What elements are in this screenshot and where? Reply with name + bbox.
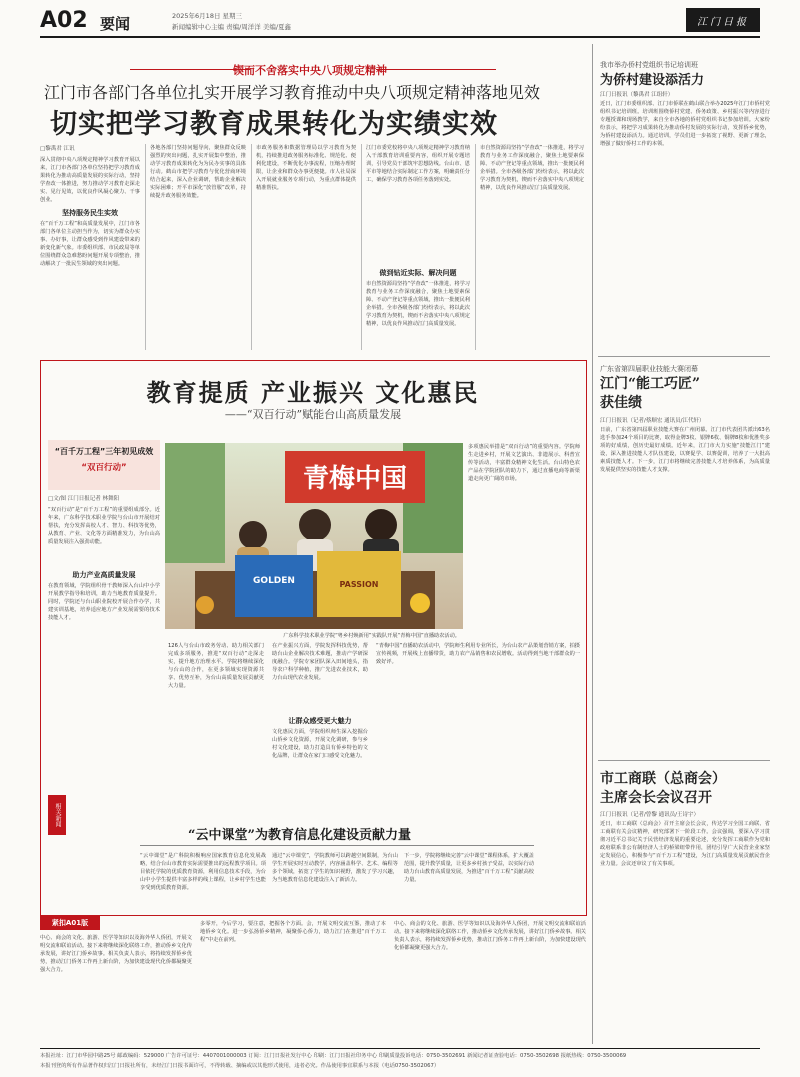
bottom-col1: 中心、商会的文化、旅游、医学等知识以及海外华人侨团，开展文明交流和联谊活动。接下来将继续深化联络工作，推动侨乡文化传承发展，讲好江门侨乡故事。相关负责人表示，将持续发挥侨乡优势，推动江门侨务工作再上新台阶，为加快建设现代化侨都凝聚更强大合力。 (40, 935, 192, 973)
feature-tag-line1: “百千万工程”三年初见成效 (54, 447, 154, 456)
right-article1-kicker: 我市举办侨村党组织书记培训班 (600, 61, 698, 69)
feature-subhead-b: 让群众感受更大魅力 (288, 717, 352, 725)
product-box-label-2: PASSION (339, 580, 379, 589)
feature-col-c2: 文化惠民方面，学院组织师生深入挖掘台山侨乡文化资源，开展文化调研，参与乡村文化建设，助力打造具有侨乡特色的文化品牌，让群众在家门口感受文化魅力。 (272, 729, 368, 759)
lead-byline: □黎禹君 江讯 (40, 146, 75, 152)
editor-credits: 新闻编辑中心主编 责编/周洋洋 美编/夏鑫 (172, 23, 292, 31)
feature-photo (165, 443, 463, 629)
section-title: 要闻 (100, 15, 131, 33)
lead-col2-text: 各地各部门坚持问题导向，聚焦群众反映强烈的突出问题，扎实开展集中整治，推动学习教育成果转化为为民办实事的具体行动。鹤山市把学习教育与优化营商环境结合起来，深入企业调研，帮助企业解决实际困难；开平市深化“放管服”改革，持续提升政务服务效能。 (150, 145, 246, 199)
feature-subtitle: ——“双百行动”赋能台山高质量发展 (224, 408, 402, 421)
newspaper-logo: 江门日报 (686, 8, 760, 32)
lead-col1-text: 深入贯彻中央八项规定精神学习教育开展以来，江门市各部门各单位坚持把学习教育成果转化为推动高质量发展的实际行动，坚持学查改一体推进，努力推动学习教育走深走实、见行见效，以优良作风凝心聚力、干事创业。 (40, 157, 140, 203)
continued-section-label: 紧扣A01版 (40, 916, 100, 930)
feature-col-b2: “青梅中国”直播助农活动中，学院师生利用专业所长，为台山农产品策划营销方案，拍摄宣传视频，开展线上直播带货，助力农产品销售和农民增收。活动得到当地干部群众的一致好评。 (376, 643, 580, 665)
feature-tag-line2: “双百行动” (81, 463, 127, 473)
cloud-col2: 通过“云中课堂”，学院教师可以跨越空间限制，为台山学生开展实时互动教学，内容涵盖科学、艺术、编程等多个领域，拓宽了学生的知识视野，激发了学习兴趣，为当地教育信息化建设注入了新活力。 (272, 853, 398, 883)
lead-col4b-text: 市自然资源局坚持“学查改”一体推进，将学习教育与业务工作深度融合，聚焦土地要素保障、不动产登记等重点领域，推出一批便民利企举措。全市各级各部门纷纷表示，将以此次学习教育为契机，锲而不舍落实中央八项规定精神，以优良作风推动江门高质量发展。 (366, 281, 470, 327)
feature-col-b: 多项惠民举措是“双百行动”的重要内容。学院师生走进乡村，开展文艺演出、非遗展示、科普宣传等活动，丰富群众精神文化生活。台山特色农产品在学院团队的助力下，通过直播电商等新渠道走向更广阔的市场。 (468, 444, 580, 482)
right-article3-byline: 江门日报讯（记者/曾黎 通讯员/王诗宇） (600, 812, 699, 818)
footer-rule (40, 1048, 760, 1049)
lead-col1b-text: 在“百千万工程”和高质量发展中，江门市各部门各单位主动担当作为，切实为群众办实事、办好事，让群众感受到作风建设带来的新变化新气象。市委组织部、市民政局等单位围绕群众急难愁盼问题开展专项整治，推动解决了一批民生领域的突出问题。 (40, 221, 140, 267)
right-article2-byline: 江门日报讯（记者/蔡顺宏 通讯员/江代轩） (600, 418, 705, 424)
column-rule (361, 144, 362, 350)
livestream-photo-illustration (165, 443, 463, 629)
right-article1-text: 近日，江门市委组织部、江门市侨联在鹤山联合举办2025年江门市侨村党组织书记培训班。培训班围绕侨村党建、侨务政策、乡村振兴等内容进行专题授课和现场教学，来自全市各地的侨村党组织书记参加培训。大家纷纷表示，将把学习成果转化为推动侨村发展的实际行动，发挥侨乡优势，为侨村建设添活力。通过培训，学员们进一步拓宽了视野、更新了理念，增强了做好侨村工作的本领。 (600, 101, 770, 147)
right-article1-byline: 江门日报讯（黎禹君 江组轩） (600, 92, 674, 98)
header-rule (40, 36, 760, 38)
right-article2-title-line2: 获佳绩 (600, 395, 642, 411)
feature-subhead-a: 助力产业高质量发展 (72, 571, 136, 579)
bottom-col2: 多零开，今后学习，要注意，把握各个方面。会，开展文明交流互鉴，推动了本地侨乡文化。进一步弘扬侨乡精神，凝聚侨心侨力，助力江门在推进“百千万工程”中走在前列。 (200, 921, 386, 943)
footer-line-1: 本报社址：江门市华园中路25号 邮政编码：529000 广告许可证号：4407001000003 订阅：江门日报社发行中心 印刷：江门日报社印务中心 印刷质量投诉电话：0750-3502691 新闻记者证查验电话：0750-3502698 报纸热线：0750-3500069 (40, 1053, 627, 1059)
page-number: A02 (40, 8, 88, 33)
right-article1-title: 为侨村建设添活力 (600, 73, 705, 88)
issue-date: 2025年6月18日 星期三 (172, 12, 243, 20)
related-news-banner: 相关新闻 (48, 795, 66, 835)
photo-caption: 广东科学技术职业学院“粤乡村焕新用”实践队开展“青梅中国”直播助农活动。 (283, 633, 460, 639)
cloud-col1: “云中课堂”是广科院积极响应国家教育信息化发展战略，结合台山市教育实际需要推出的远程教学项目。项目依托学院的优质教育资源，利用信息技术手段，为台山中小学生提供丰富多样的线上课程，让乡村学生也能享受到优质教育资源。 (140, 853, 266, 891)
right-article2-kicker: 广东省第四届职业技能大赛闭幕 (600, 365, 698, 373)
lead-subhead-2: 做到钻近实际、解决问题 (379, 269, 457, 277)
right-article3-title-line1: 市工商联（总商会） (600, 771, 726, 787)
right-column-rule (592, 44, 593, 1044)
column-rule (475, 144, 476, 350)
column-rule (145, 144, 146, 350)
footer-line-2: 本报刊登的所有作品著作权归江门日报社所有，未经江门日报书面许可，不得转载、摘编或以其他形式使用，违者必究。作品使用事宜联系与本报（电话0750-3502067） (40, 1063, 440, 1069)
photo-banner-text: 青梅中国 (302, 464, 408, 494)
bottom-col3: 中心、商会的文化、旅游、医学等知识以及海外华人侨团，开展文明交流和联谊活动。接下来将继续深化联络工作，推动侨乡文化传承发展，讲好江门侨乡故事。相关负责人表示，将持续发挥侨乡优势，推动江门侨务工作再上新台阶，为加快建设现代化侨都凝聚更强大合力。 (394, 921, 586, 951)
right-article3-title-line2: 主席会长会议召开 (600, 790, 712, 806)
lead-col4-text: 江门市委党校将中央八项规定精神学习教育纳入干部教育培训重要内容，组织开展专题培训，引导党员干部筑牢思想防线。台山市、恩平市等地结合实际制定工作方案，明确责任分工，确保学习教育各项任务落到实处。 (366, 145, 470, 183)
lead-col3-text: 市政务服务和数据管理局以学习教育为契机，持续推进政务服务标准化、规范化、便利化建设，不断优化办事流程，压缩办理时限，让企业和群众办事更便捷。市人社局深入开展就业服务专项行动，为重点群体提供精准帮扶。 (256, 145, 356, 191)
right-divider-2 (598, 760, 770, 761)
cloud-col3: 下一步，学院将继续完善“云中课堂”课程体系，扩大覆盖范围，提升教学质量，让更多乡村孩子受益，以实际行动助力台山教育高质量发展，为推进“百千万工程”贡献高校力量。 (404, 853, 534, 883)
lead-headline: 切实把学习教育成果转化为实绩实效 (50, 109, 498, 140)
feature-headline: 教育提质 产业振兴 文化惠民 (146, 378, 480, 407)
feature-col-a2: 在教育领域，学院组织骨干教师深入台山中小学开展教学指导和培训，助力当地教育质量提升。同时，学院还与台山职业院校开展合作办学，共建实训基地，培养适应地方产业发展需要的技术技能人才。 (48, 583, 160, 621)
lead-subtitle: 江门市各部门各单位扎实开展学习教育推动中央八项规定精神落地见效 (44, 83, 541, 102)
cloud-headline: “云中课堂”为教育信息化建设贡献力量 (188, 828, 411, 843)
cloud-rule (140, 845, 534, 846)
column-rule (251, 144, 252, 350)
right-divider-1 (598, 356, 770, 357)
feature-col-d: 126人与台山市政务劳动、助力相关部门完成多项服务，推进“双百行动”走深走实，提升地方治理水平。学院将继续深化与台山的合作，在更多领域实现资源共享、优势互补，为台山高质量发展贡献更大力量。 (168, 643, 264, 689)
product-box-label-1: GOLDEN (253, 576, 295, 586)
right-article2-text: 日前，广东省第四届职业技能大赛在广州闭幕。江门市代表团共派出63名选手参加24个项目的比赛，取得金牌3枚、银牌6枚、铜牌8枚和优胜奖多项的好成绩，创历史最好成绩。近年来，江门市大力实施“技能江门”建设，深入推进技能人才队伍建设，以赛促学、以赛促训，培养了一大批高素质技能人才。下一步，江门市将继续完善技能人才培养体系，为高质量发展提供坚实的技能人才支撑。 (600, 427, 770, 473)
lead-subhead-1: 坚持服务民生实效 (62, 209, 118, 217)
feature-byline: □文/图 江门日报记者 林舞阳 (48, 496, 120, 502)
feature-col-a: “双百行动”是“百千万工程”的重要组成部分。近年来，广东科学技术职业学院与台山市开展结对帮扶，充分发挥高校人才、智力、科技等优势，从教育、产业、文化等方面精准发力，为台山高质量发展注入强劲动能。 (48, 507, 160, 545)
lead-col5-text: 市自然资源局坚持“学查改”一体推进，将学习教育与业务工作深度融合，聚焦土地要素保障、不动产登记等重点领域，推出一批便民利企举措。全市各级各部门纷纷表示，将以此次学习教育为契机，锲而不舍落实中央八项规定精神，以优良作风推动江门高质量发展。 (480, 145, 584, 191)
feature-col-c: 在产业振兴方面，学院发挥科技优势，帮助台山企业解决技术难题，推动产学研深度融合。学院专家团队深入田间地头，指导农户科学种植，推广先进农业技术，助力台山现代农业发展。 (272, 643, 368, 681)
lead-kicker: 锲而不舍落实中央八项规定精神 (233, 64, 387, 77)
right-article3-text: 近日，市工商联（总商会）召开主席会长会议，传达学习全国工商联、省工商联有关会议精神，研究部署下一阶段工作。会议强调，要深入学习贯彻习近平总书记关于民营经济发展的重要论述，充分发挥工商联作为党和政府联系非公有制经济人士的桥梁纽带作用，团结引导广大民营企业家坚定发展信心，积极参与“百千万工程”建设，为江门高质量发展贡献民营企业力量。会议还审议了有关事项。 (600, 821, 770, 867)
right-article2-title-line1: 江门“能工巧匠” (600, 376, 701, 392)
